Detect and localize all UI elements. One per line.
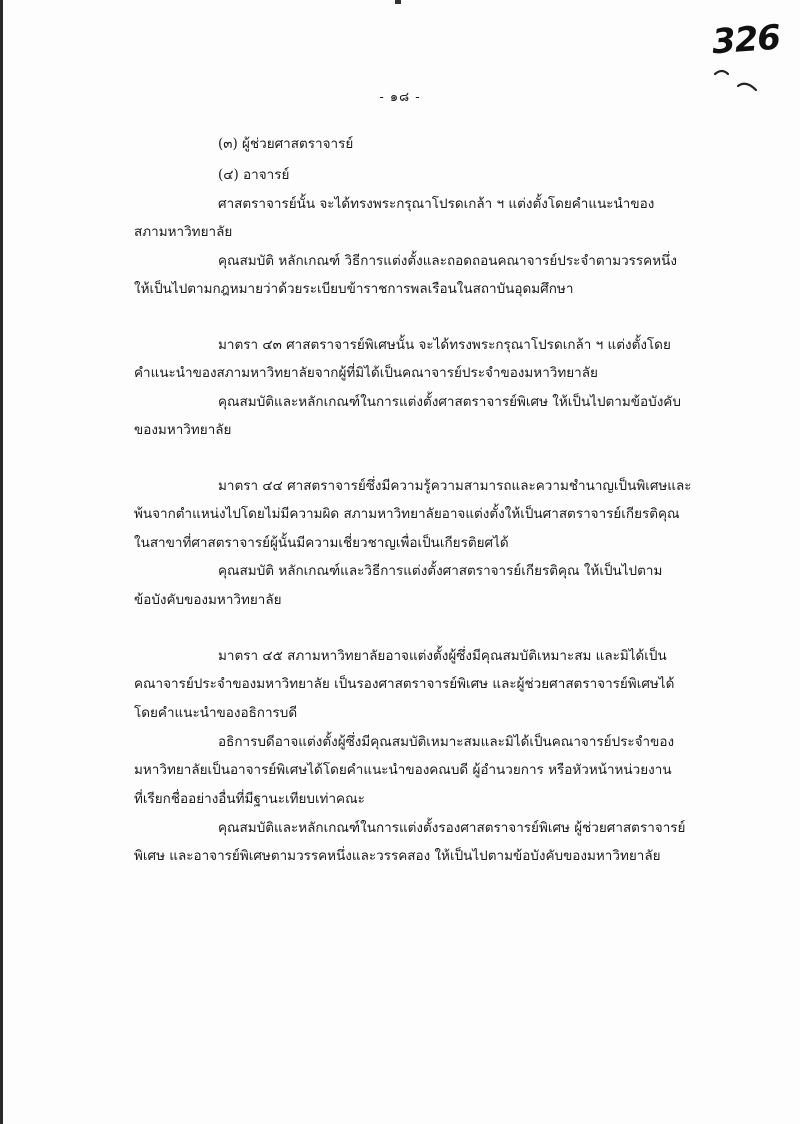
paragraph-line: ที่เรียกชื่ออย่างอื่นที่มีฐานะเทียบเท่าคณะ	[134, 791, 365, 807]
paragraph-line: ข้อบังคับของมหาวิทยาลัย	[134, 592, 282, 608]
paragraph-line: คุณสมบัติและหลักเกณฑ์ในการแต่งตั้งศาสตราจารย์พิเศษ ให้เป็นไปตามข้อบังคับ	[218, 394, 681, 410]
paragraph-line: คุณสมบัติ หลักเกณฑ์และวิธีการแต่งตั้งศาสตราจารย์เกียรติคุณ ให้เป็นไปตาม	[218, 563, 663, 579]
section-44-line: มาตรา ๔๔ ศาสตราจารย์ซึ่งมีความรู้ความสามารถและความชำนาญเป็นพิเศษและ	[218, 478, 692, 494]
paragraph-line: ให้เป็นไปตามกฎหมายว่าด้วยระเบียบข้าราชการพลเรือนในสถาบันอุดมศึกษา	[134, 281, 574, 297]
paragraph-line: คณาจารย์ประจำของมหาวิทยาลัย เป็นรองศาสตราจารย์พิเศษ และผู้ช่วยศาสตราจารย์พิเศษได้	[134, 676, 675, 692]
scan-edge-left	[0, 0, 3, 1124]
paragraph-line: พ้นจากตำแหน่งไปโดยไม่มีความผิด สภามหาวิทยาลัยอาจแต่งตั้งให้เป็นศาสตราจารย์เกียรติคุณ	[134, 506, 680, 522]
handwritten-page-number: 326	[710, 17, 782, 63]
paragraph-line: คำแนะนำของสภามหาวิทยาลัยจากผู้ที่มิได้เป็นคณาจารย์ประจำของมหาวิทยาลัย	[134, 365, 598, 381]
paragraph-line: โดยคำแนะนำของอธิการบดี	[134, 705, 298, 721]
paragraph-line: อธิการบดีอาจแต่งตั้งผู้ซึ่งมีคุณสมบัติเหมาะสมและมิได้เป็นคณาจารย์ประจำของ	[218, 734, 675, 750]
handwritten-mark	[712, 66, 762, 100]
page-number: - ๑๘ -	[379, 90, 421, 105]
paragraph-line: ศาสตราจารย์นั้น จะได้ทรงพระกรุณาโปรดเกล้า ฯ แต่งตั้งโดยคำแนะนำของ	[218, 196, 655, 212]
paragraph-line: ในสาขาที่ศาสตราจารย์ผู้นั้นมีความเชี่ยวชาญเพื่อเป็นเกียรติยศได้	[134, 535, 509, 551]
paragraph-line: คุณสมบัติและหลักเกณฑ์ในการแต่งตั้งรองศาสตราจารย์พิเศษ ผู้ช่วยศาสตราจารย์	[218, 820, 686, 836]
paragraph-line: คุณสมบัติ หลักเกณฑ์ วิธีการแต่งตั้งและถอดถอนคณาจารย์ประจำตามวรรคหนึ่ง	[218, 253, 677, 269]
paragraph-line: ของมหาวิทยาลัย	[134, 422, 232, 438]
list-item-lecturer: (๔) อาจารย์	[218, 167, 290, 183]
section-43-line: มาตรา ๔๓ ศาสตราจารย์พิเศษนั้น จะได้ทรงพระกรุณาโปรดเกล้า ฯ แต่งตั้งโดย	[218, 337, 671, 353]
list-item-assistant-professor: (๓) ผู้ช่วยศาสตราจารย์	[218, 136, 354, 152]
paragraph-line: พิเศษ และอาจารย์พิเศษตามวรรคหนึ่งและวรรคสอง ให้เป็นไปตามข้อบังคับของมหาวิทยาลัย	[134, 848, 661, 864]
paragraph-line: มหาวิทยาลัยเป็นอาจารย์พิเศษได้โดยคำแนะนำของคณบดี ผู้อำนวยการ หรือหัวหน้าหน่วยงาน	[134, 762, 672, 778]
section-45-line: มาตรา ๔๕ สภามหาวิทยาลัยอาจแต่งตั้งผู้ซึ่งมีคุณสมบัติเหมาะสม และมิได้เป็น	[218, 648, 667, 664]
scan-edge-top	[395, 0, 401, 4]
paragraph-line: สภามหาวิทยาลัย	[134, 224, 233, 240]
